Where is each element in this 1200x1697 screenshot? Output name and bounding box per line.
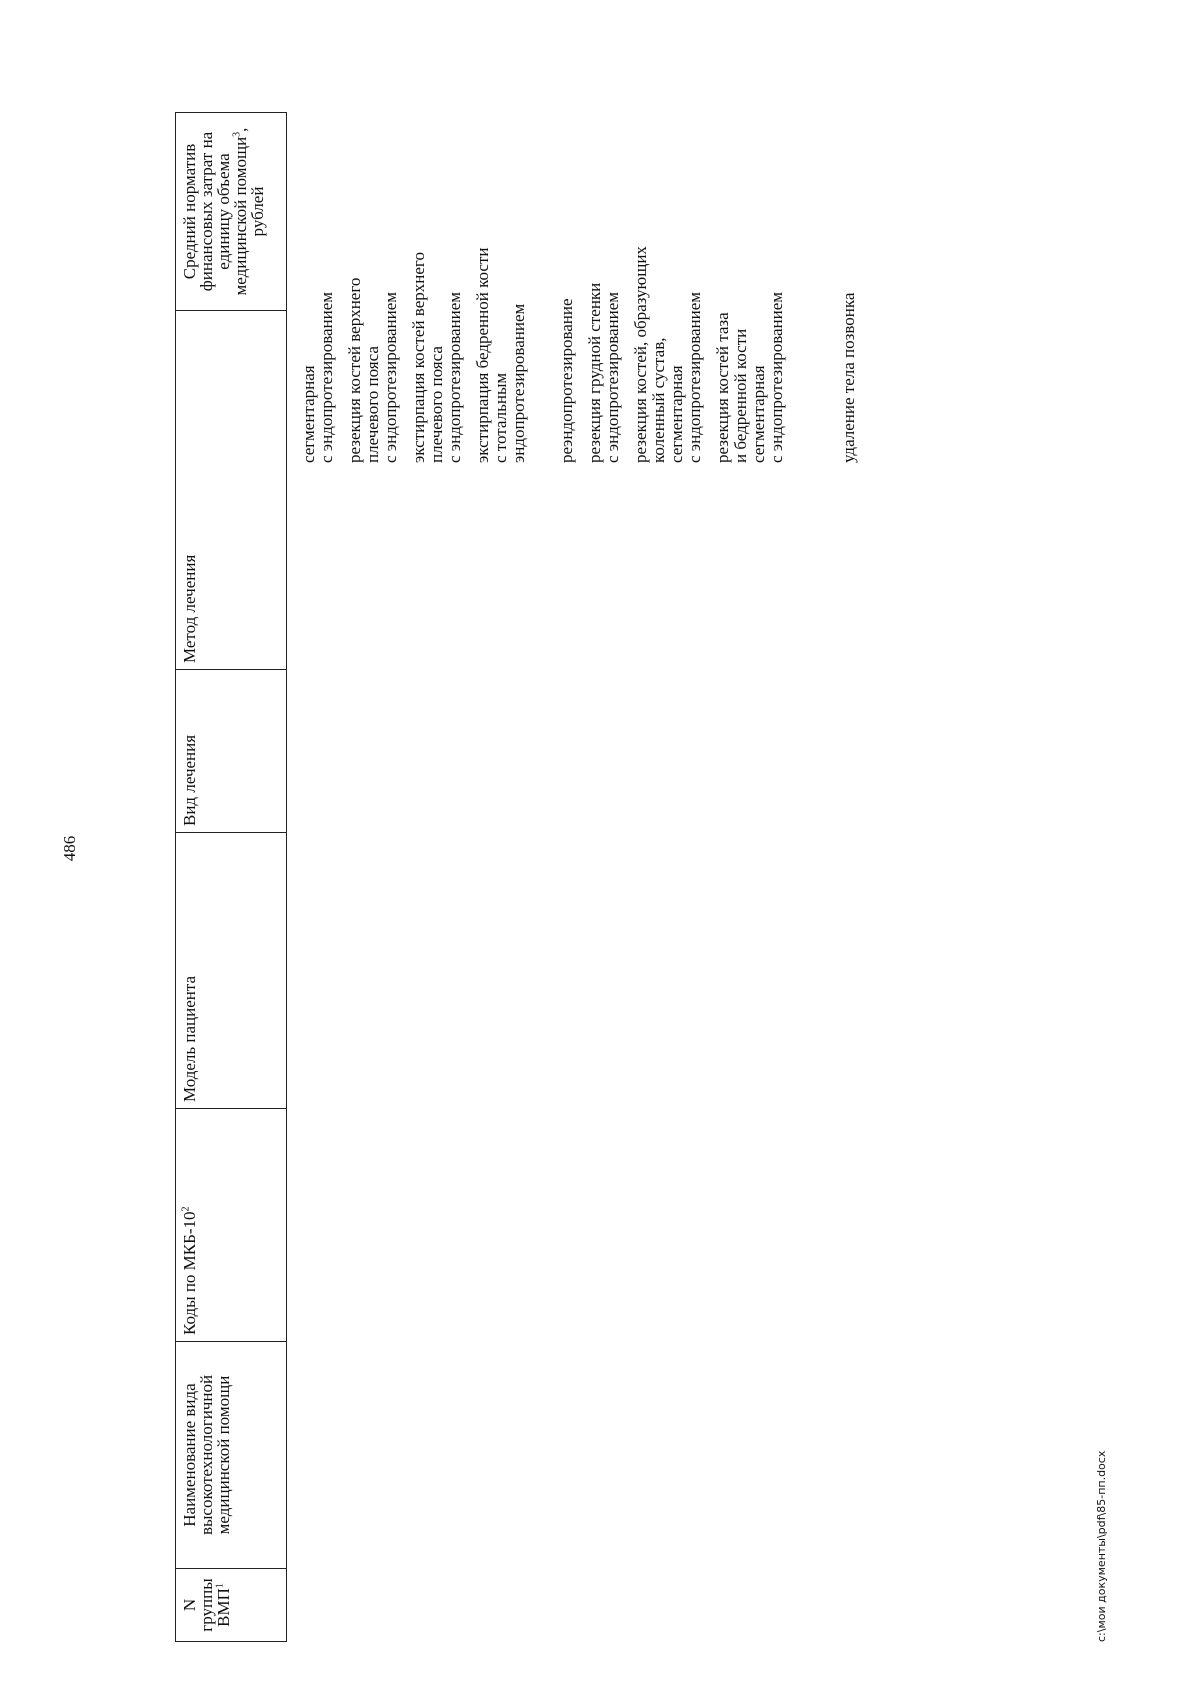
table-header bbox=[175, 112, 287, 1642]
treatment-method-item: удаление тела позвонка bbox=[839, 292, 858, 463]
footnote-marker: 2 bbox=[180, 1206, 192, 1212]
header-cell-patient-model: Модель пациента bbox=[176, 833, 287, 1109]
treatment-method-item: сегментарная с эндопротезированием bbox=[299, 291, 336, 463]
footnote-marker: 3 bbox=[231, 131, 243, 137]
header-cell-group-number: N группы ВМП$^1$ bbox=[176, 1569, 287, 1642]
treatment-method-item: резекция костей, образующих коленный сустав, сегментарная с эндопротезированием bbox=[631, 246, 704, 463]
header-cell-treatment-type: Вид лечения bbox=[176, 670, 287, 833]
treatment-method-item: резекция костей таза и бедренной кости сегментарная с эндопротезированием bbox=[713, 291, 786, 463]
treatment-method-item: резекция грудной стенки с эндопротезированием bbox=[585, 282, 622, 463]
footer-file-path: c:\мои документы\pdf\85-пп.docx bbox=[1095, 1450, 1108, 1642]
header-row bbox=[176, 113, 287, 1642]
footnote-marker: 1 bbox=[214, 1583, 226, 1589]
treatment-method-item: экстирпация костей верхнего плечевого пояса с эндопротезированием bbox=[409, 252, 464, 463]
header-cell-vmp-name: Наименование вида высокотехнологичной медицинской помощи bbox=[176, 1342, 287, 1569]
header-cell-icd-codes: Коды по МКБ-$10^2$ bbox=[176, 1109, 287, 1342]
header-cell-cost-standard: Средний норматив финансовых затрат на единицу объема медицинской помощи$^3$, рублей bbox=[176, 113, 287, 311]
treatment-method-item: резекция костей верхнего плечевого пояса с эндопротезированием bbox=[345, 277, 400, 463]
treatment-method-item: реэндопротезирование bbox=[557, 298, 576, 463]
page-number: 486 bbox=[60, 835, 79, 862]
treatment-method-item: экстирпация бедренной кости с тотальным эндопротезированием bbox=[473, 247, 528, 463]
header-cell-treatment-method: Метод лечения bbox=[176, 311, 287, 670]
treatment-method-list bbox=[300, 123, 868, 463]
